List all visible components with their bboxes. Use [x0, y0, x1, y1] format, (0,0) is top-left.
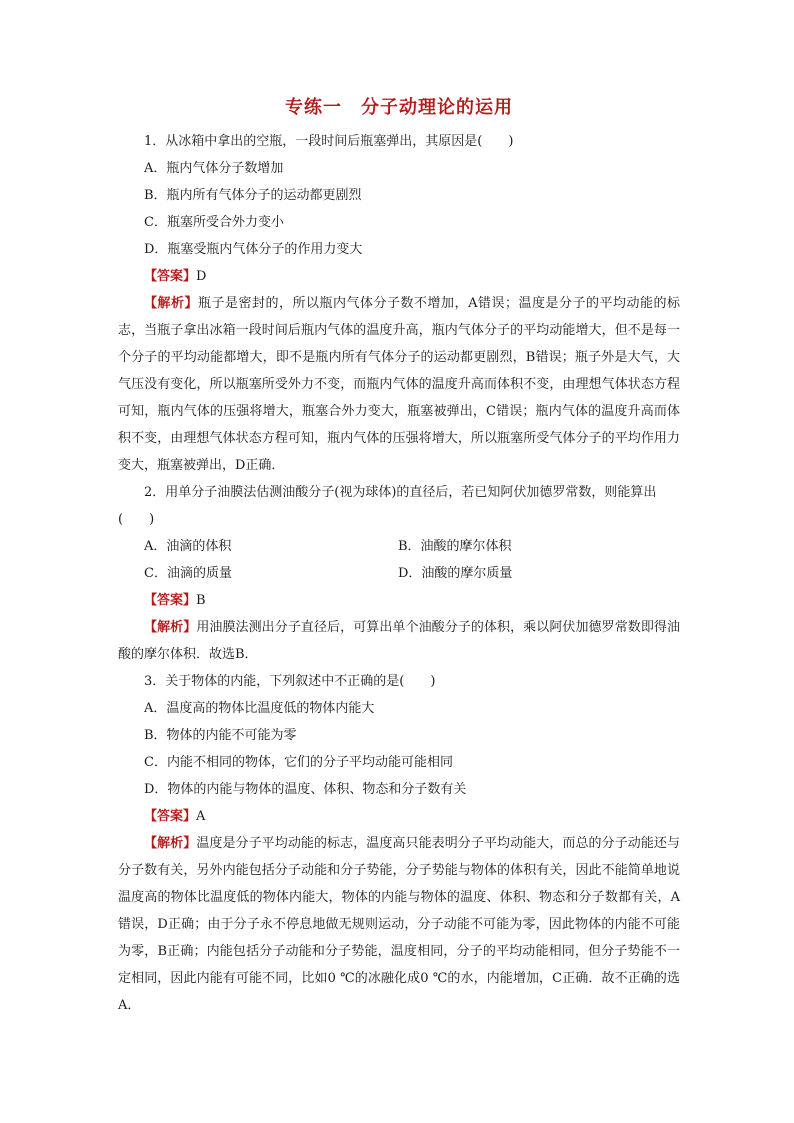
option-d: D．油酸的摩尔质量 — [398, 566, 513, 581]
option-row — [118, 533, 680, 560]
question-1 — [118, 128, 680, 479]
explain-tag: 【解析】 — [144, 296, 199, 311]
answer-line — [118, 587, 680, 614]
option-d: D．瓶塞受瓶内气体分子的作用力变大 — [144, 242, 363, 257]
question-3 — [118, 668, 680, 1019]
explain-tag: 【解析】 — [144, 620, 197, 635]
option-row — [118, 560, 680, 587]
answer-line — [118, 803, 680, 830]
option-a: A．油滴的体积 — [144, 539, 232, 554]
option-d: D．物体的内能与物体的温度、体积、物态和分子数有关 — [144, 782, 467, 797]
option-a: A．温度高的物体比温度低的物体内能大 — [144, 701, 375, 716]
answer-tag: 【答案】 — [144, 269, 197, 284]
option-c: C．瓶塞所受合外力变小 — [144, 215, 284, 230]
explanation — [118, 290, 680, 479]
question-stem: 2．用单分子油膜法估测油酸分子(视为球体)的直径后，若已知阿伏加德罗常数，则能算出( ) — [118, 485, 657, 527]
answer-line — [118, 263, 680, 290]
question-2 — [118, 479, 680, 668]
explanation — [118, 614, 680, 668]
question-stem: 1．从冰箱中拿出的空瓶，一段时间后瓶塞弹出，其原因是( ) — [144, 134, 514, 149]
question-stem: 3．关于物体的内能，下列叙述中不正确的是( ) — [144, 674, 436, 689]
page-title: 专练一 分子动理论的运用 — [285, 97, 513, 118]
option-c: C．油滴的质量 — [144, 566, 232, 581]
option-b: B．瓶内所有气体分子的运动都更剧烈 — [144, 188, 362, 203]
explain-tag: 【解析】 — [144, 836, 197, 851]
option-b: B．物体的内能不可能为零 — [144, 728, 297, 743]
explanation-text: 瓶子是密封的，所以瓶内气体分子数不增加，A错误；温度是分子的平均动能的标志，当瓶子拿出冰箱一段时间后瓶内气体的温度升高，瓶内气体分子的平均动能增大，但不是每一个分子的平均动能都增大，即不是瓶内所有气体分子的运动都更剧烈，B错误；瓶子外是大气，大气压没有变化，所以瓶塞所受外力不变，而瓶内气体的温度升高而体积不变，由理想气体状态方程可知，瓶内气体的压强将增大，瓶塞合外力变大，瓶塞被弹出，C错误；瓶内气体的温度升高而体积不变，由理想气体状态方程可知，瓶内气体的压强将增大，所以瓶塞所受气体分子的平均作用力变大，瓶塞被弹出，D正确． — [118, 296, 680, 473]
option-a: A．瓶内气体分子数增加 — [144, 161, 284, 176]
answer-tag: 【答案】 — [144, 593, 197, 608]
explanation — [118, 830, 680, 1019]
explanation-text: 用油膜法测出分子直径后，可算出单个油酸分子的体积，乘以阿伏加德罗常数即得油酸的摩尔体积．故选B． — [118, 620, 680, 662]
answer-value: B — [196, 593, 206, 608]
answer-value: A — [196, 809, 206, 824]
explanation-text: 温度是分子平均动能的标志，温度高只能表明分子平均动能大，而总的分子动能还与分子数有关，另外内能包括分子动能和分子势能，分子势能与物体的体积有关，因此不能简单地说温度高的物体比温度低的物体内能大，物体的内能与物体的温度、体积、物态和分子数都有关，A错误，D正确；由于分子永不停息地做无规则运动，分子动能不可能为零，因此物体的内能不可能为零，B正确；内能包括分子动能和分子势能，温度相同，分子的平均动能相同，但分子势能不一定相同，因此内能有可能不同，比如0 ℃的冰融化成0 ℃的水，内能增加，C正确．故不正确的选A． — [118, 836, 680, 1013]
option-c: C．内能不相同的物体，它们的分子平均动能可能相同 — [144, 755, 453, 770]
document-page — [118, 96, 680, 1019]
answer-value: D — [196, 269, 207, 284]
answer-tag: 【答案】 — [144, 809, 197, 824]
option-b: B．油酸的摩尔体积 — [398, 539, 512, 554]
